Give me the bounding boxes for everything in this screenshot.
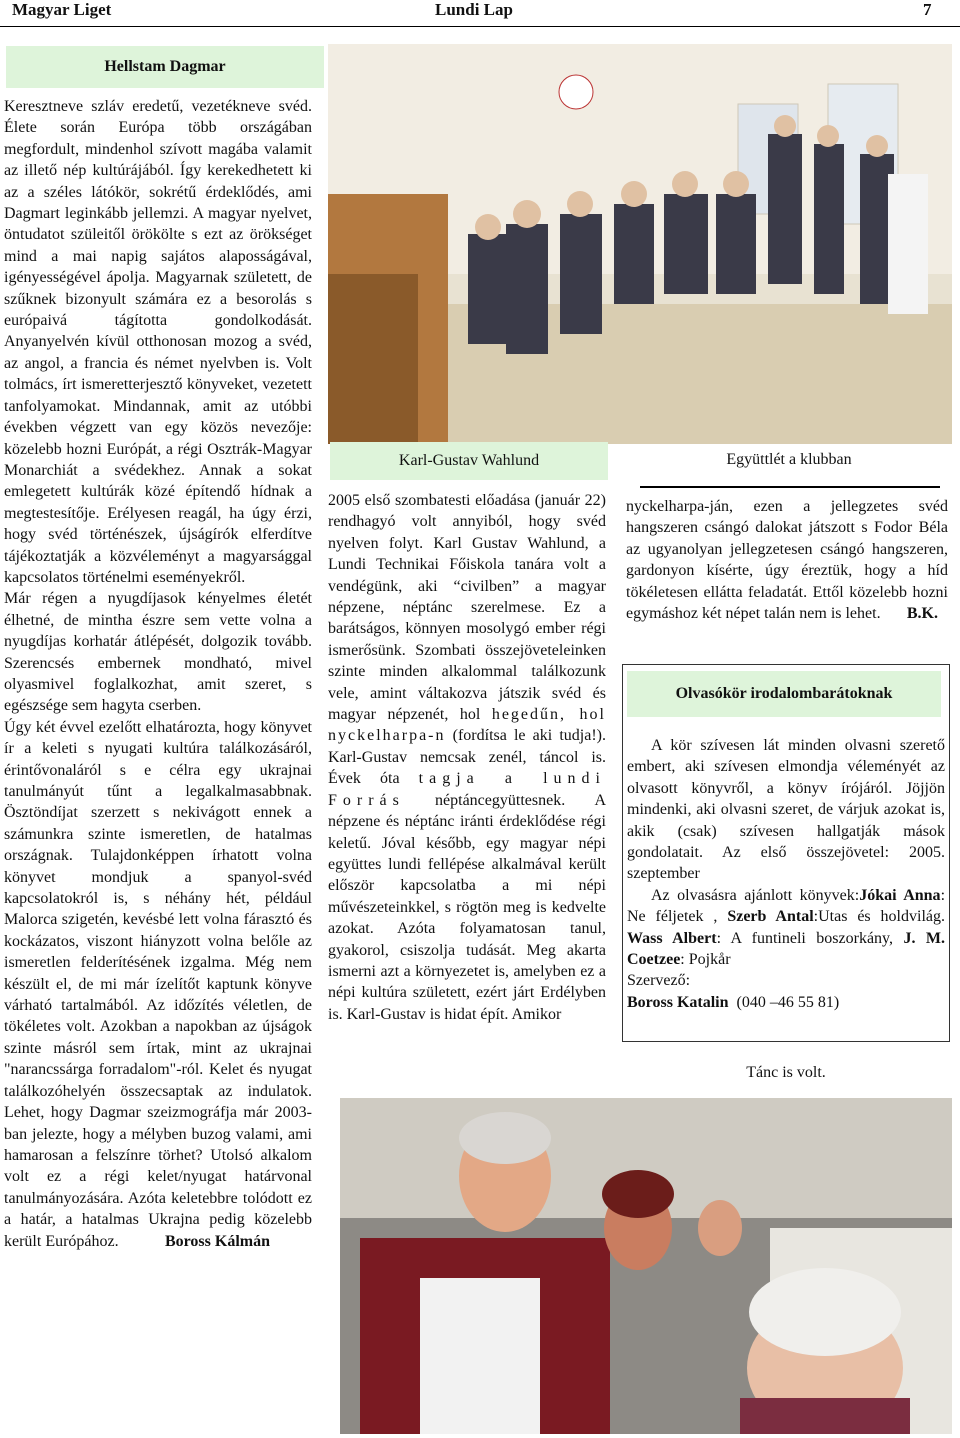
organizer-label: Szervező: — [627, 972, 691, 990]
book-title: : A funtineli boszorkány, — [716, 929, 904, 947]
reading-circle-title-box — [627, 671, 941, 717]
books-intro: Az olvasásra ajánlott könyvek: — [651, 886, 860, 904]
caption-rule — [640, 486, 940, 488]
photo-caption-left-box — [330, 442, 608, 480]
article-paragraph: Már régen a nyugdíjasok kényelmes életét élhetné, de mintha észre sem vette volna a nyugdíjas korhatár átlépését, dolgozik tovább. Szerencsés embernek mondható, mivel olyasmivel foglalkozhat, amit szeret, s egészsége sem hagyta cserben. — [4, 590, 312, 715]
dance-caption-box — [626, 1064, 946, 1088]
page-header — [0, 0, 960, 24]
book-title: : Ne féljetek , — [627, 886, 946, 926]
article2-signature: B.K. — [906, 605, 938, 623]
photo-caption-left: Karl-Gustav Wahlund — [398, 452, 540, 469]
organizer-line — [627, 992, 945, 1013]
article-body — [4, 96, 312, 1252]
book-title: : Pojkår — [680, 951, 731, 969]
book-author: J. M. Coetzee — [627, 929, 946, 969]
article-paragraph: Úgy két évvel ezelőtt elhatározta, hogy könyvet ír a keleti s nyugati kultúra találkozásáról, érintővonaláról s e célra egy ukrajnai tanulmányút tűnt a legalkalmasabbnak. Ösztöndíjat szerzett s nekivágott ennek a számunkra szinte ismeretlen, de hatalmas országnak. Tulajdonképpen írhatott volna könyvet mondjuk a spanyol-svéd kapcsolatokról is, s néhány hét, például Malorca szigetén, kevésbé lett volna fárasztó és kockázatos, viszont hiányzott volna belőle az ismeretlen felderítésének izgalma. Még nem készült el, de mi már ízelítőt kaptunk könyve várható tartalmából. Az időzítés véletlen, de tökéletes volt. Azokban a napokban az újságok szinte másról sem írtak, mint az ukrajnai "narancssárga forradalom"-ról. Kelet és nyugat találkozóhelyén összecsaptak az indulatok. Lehet, hogy Dagmar szeizmográfja már 2003-ban jelezte, hogy a mélyben buzog valami, ami hamarosan a felszínre törhet? Utolsó alkalom volt ez a régi kelet/nyugat határvonal tanulmányozására. Azóta keletebbre tolódott ez a határ, a hatalmas Ukrajna pedig közelebb került Európához. — [4, 718, 312, 1250]
article2-text-b: (fordítsa le aki tudja!). Karl-Gustav nemcsak zenél, táncol is. Évek óta — [328, 727, 606, 788]
article2-spaced-a: hegedűn, hol nyckelharpa-n — [328, 706, 606, 745]
article2-continued-text: nyckelharpa-ján, ezen a jellegzetes svéd hangszeren csángó dalokat játszott s Fodor Béla az ugyanolyan jellegzetesen csángó hangszeren, gardonyon kísérte, úgy éreztük, hogy a híd tökéletesen ellátta feladatát. Ettől közelebb hozni egymáshoz két népet talán nem is lehet. — [626, 498, 948, 623]
club-group-photo — [328, 44, 952, 444]
header-publication: Lundi Lap — [435, 0, 513, 19]
organizer-name: Boross Katalin — [627, 993, 729, 1011]
photo-caption-right-box — [626, 448, 952, 476]
reading-circle-box — [622, 664, 950, 1042]
dance-photo — [340, 1098, 952, 1434]
header-page-number: 7 — [923, 0, 932, 19]
article2-text-a: 2005 első szombatesti előadása (január 22) rendhagyó volt annyiból, hogy svéd nyelven folyt. Karl Gustav Wahlund, a Lundi Technikai Főiskola tanára volt a vendégünk, aki “civilben” a magyar népzene, néptánc szerelmese. Ez a barátságos, könnyen mosolygó ember régi ismerősünk. Szombati összejöveteleinken szinte minden alkalommal találkozunk vele, amint váltakozva játszik svéd és magyar népzenét, hol — [328, 492, 606, 724]
article-title: Hellstam Dagmar — [104, 58, 226, 75]
reading-circle-title: Olvasókör irodalombarátoknak — [675, 685, 893, 702]
dance-caption: Tánc is volt. — [746, 1064, 826, 1081]
article-paragraph: Keresztneve szláv eredetű, vezetékneve svéd. Élete során Európa több országában megfordult, mindenhol szívott magába valamit az illető nép kultúrájából. Így kerekedhetett ki az a széles látókör, sokrétű érdeklődés, ami Dagmart leginkább jellemzi. A magyar nyelvet, öntudatot szüleitől örökölte s ezt az örökséget mind a mai napig sajátos alaposságával, igényességével ápolja. Magyarnak született, de szűknek bizonyult számára ez a besorolás s európaivá tágította gondolkodását. Anyanyelvén kívül otthonosan mozog a svéd, az angol, a francia és német nyelvben is. Volt tolmács, írt ismeretterjesztő könyveket, vezetett tanfolyamokat. Mindannak, amit az utóbbi években végzett van egy közös nevezője: közelebb hozni Európát, a régi Osztrák-Magyar Monarchiát a svédekhez. Annak a sokat emlegetett kultúrák közé építendő hídnak a megtestesítője. Erélyesen reagál, ha úgy érzi, hogy svéd történészek, újságírók elferdítve tájékoztatják a közvéleményt a magyarsággal kapcsolatos történelmi eseményekről. — [4, 98, 312, 586]
article-title-box — [6, 46, 324, 88]
book-title: :Utas és holdvilág. — [813, 908, 945, 926]
article2-body — [328, 490, 606, 1025]
article2-paragraph — [328, 490, 606, 1025]
book-author: Wass Albert — [627, 929, 717, 947]
photo-caption-right: Együttlét a klubban — [726, 451, 852, 468]
reading-circle-books — [627, 885, 945, 971]
book-author: Szerb Antal — [727, 908, 814, 926]
header-rule — [0, 26, 960, 27]
book-author: Jókai Anna — [859, 886, 941, 904]
reading-circle-paragraph: A kör szívesen lát minden olvasni szerető embert, aki szívesen elmondja véleményét az olvasott könyvről, a könyv írójáról. Jöjjön mindenki, aki olvasni szeret, de várjuk azokat is, akik (csak) szívesen hallgatják mások gondolatait. Az első összejövetel: 2005. szeptember — [627, 737, 945, 883]
organizer-phone: (040 –46 55 81) — [736, 993, 840, 1011]
header-magazine-name: Magyar Liget — [12, 0, 112, 19]
article-author: Boross Kálmán — [164, 1232, 270, 1250]
article2-spaced-b: tagja a lundi Forrás — [328, 770, 606, 809]
reading-circle-body — [627, 735, 945, 1013]
article2-text-c: néptáncegyüttesnek. A népzene és néptánc iránti érdeklődése régi keletű. Jóval később, egy magyar népi együttes lundi fellépése alkalmával került először kapcsolatba a mi népi művészeteinkkel, s rögtön meg is kedvelte azokat. Azóta folyamatosan tanul, gyakorol, csiszolja tudását. Meg akarta ismerni azt a környezetet is, amelyben ez a népi kultúra született, ezért járt Erdélyben is. Karl-Gustav is hidat épít. Amikor — [328, 791, 606, 1023]
article2-continued — [626, 496, 948, 624]
